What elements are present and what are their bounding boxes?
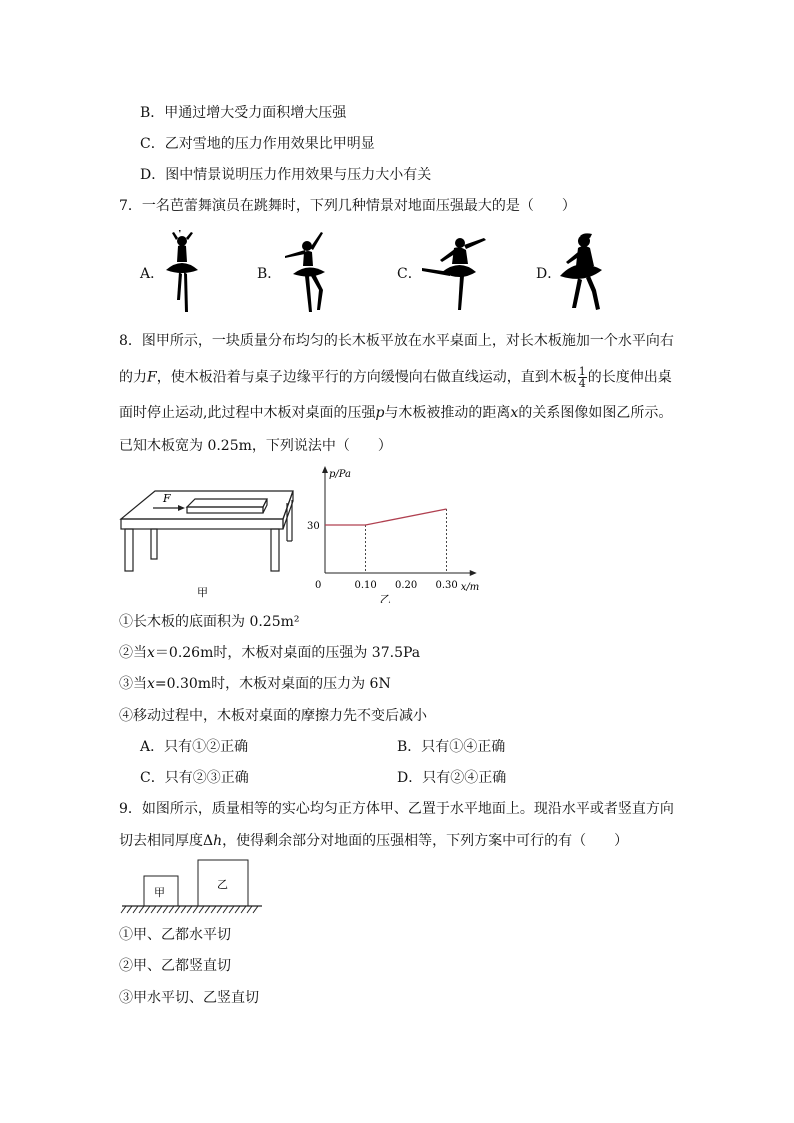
q8-statement-1: ①长木板的底面积为 0.25m² bbox=[119, 614, 300, 630]
q8-stem-line1: 8．图甲所示，一块质量分布均匀的长木板平放在水平桌面上，对长木板施加一个水平向右 bbox=[119, 333, 674, 349]
q8-stem-line2: 的力F，使木板沿着与桌子边缘平行的方向缓慢向右做直线运动，直到木板 $\frac{1}{4}$ 的长度伸出桌 bbox=[119, 365, 672, 390]
x-tick-label: 0.30 bbox=[435, 580, 458, 591]
figure-jia-table bbox=[115, 485, 305, 600]
origin-label: 0 bbox=[315, 580, 322, 591]
q7-option-d-label: D． bbox=[536, 266, 562, 282]
force-label: F bbox=[163, 492, 171, 505]
figure-jia-caption: 甲 bbox=[197, 586, 208, 599]
dancer-b-figure bbox=[283, 232, 338, 317]
q9-stem-line2: 切去相同厚度Δh，使得剩余部分对地面的压强相等，下列方案中可行的有（ ） bbox=[119, 833, 629, 849]
x-tick-label: 0.10 bbox=[354, 580, 377, 591]
pressure-line bbox=[325, 509, 447, 525]
cube-yi-label: 乙 bbox=[217, 878, 228, 891]
q7-option-b-label: B． bbox=[257, 266, 282, 282]
q8-statement-4: ④移动过程中，木板对桌面的摩擦力先不变后减小 bbox=[119, 708, 427, 724]
fraction-one-quarter: $\frac{1}{4}$ bbox=[578, 365, 586, 390]
q6-option-d: D．图中情景说明压力作用效果与压力大小有关 bbox=[140, 167, 432, 183]
q8-stem-line3: 面时停止运动,此过程中木板对桌面的压强p与木板被推动的距离x的关系图像如图乙所示。 bbox=[119, 405, 673, 421]
x-axis-label: x/m bbox=[460, 582, 480, 593]
q8-stem-line4: 已知木板宽为 0.25m，下列说法中（ ） bbox=[119, 438, 392, 454]
x-axis-arrow bbox=[470, 570, 477, 576]
y-tick-label: 30 bbox=[307, 521, 320, 532]
x-tick-label: 0.20 bbox=[395, 580, 418, 591]
q8-option-b: B．只有①④正确 bbox=[397, 739, 506, 755]
chart-axes bbox=[322, 466, 477, 576]
chart-guides bbox=[366, 509, 447, 573]
dancer-c-figure bbox=[420, 232, 492, 314]
q8-option-a: A．只有①②正确 bbox=[140, 739, 249, 755]
y-axis-label: p/Pa bbox=[329, 469, 352, 480]
force-arrow-head bbox=[178, 505, 185, 511]
q8-option-d: D．只有②④正确 bbox=[397, 770, 507, 786]
q7-option-a-label: A． bbox=[140, 266, 165, 282]
q8-option-c: C．只有②③正确 bbox=[140, 770, 249, 786]
q8-statement-2: ②当x＝0.26m时，木板对桌面的压强为 37.5Pa bbox=[119, 645, 421, 661]
q9-scheme-2: ②甲、乙都竖直切 bbox=[119, 958, 231, 974]
q6-option-c: C．乙对雪地的压力作用效果比甲明显 bbox=[140, 136, 375, 152]
q9-stem-line1: 9．如图所示，质量相等的实心均匀正方体甲、乙置于水平地面上。现沿水平或者竖直方向 bbox=[119, 801, 674, 817]
q7-option-c-label: C． bbox=[397, 266, 422, 282]
q6-option-b: B．甲通过增大受力面积增大压强 bbox=[140, 105, 347, 121]
dancer-d-figure bbox=[558, 232, 606, 314]
q7-stem: 7．一名芭蕾舞演员在跳舞时，下列几种情景对地面压强最大的是（ ） bbox=[119, 198, 576, 214]
q9-scheme-1: ①甲、乙都水平切 bbox=[119, 927, 231, 943]
figure-yi-chart bbox=[300, 463, 505, 603]
figure-yi-caption: 乙 bbox=[379, 593, 391, 603]
q8-statement-3: ③当x=0.30m时，木板对桌面的压力为 6N bbox=[119, 676, 391, 692]
q9-scheme-3: ③甲水平切、乙竖直切 bbox=[119, 990, 259, 1006]
dancer-a-figure bbox=[160, 230, 205, 315]
chart-series bbox=[325, 509, 447, 525]
y-axis-arrow bbox=[322, 466, 328, 473]
ground-hatching bbox=[121, 906, 258, 913]
cube-jia-label: 甲 bbox=[154, 886, 165, 899]
chart-labels bbox=[307, 469, 479, 603]
figure-cubes bbox=[120, 858, 265, 916]
